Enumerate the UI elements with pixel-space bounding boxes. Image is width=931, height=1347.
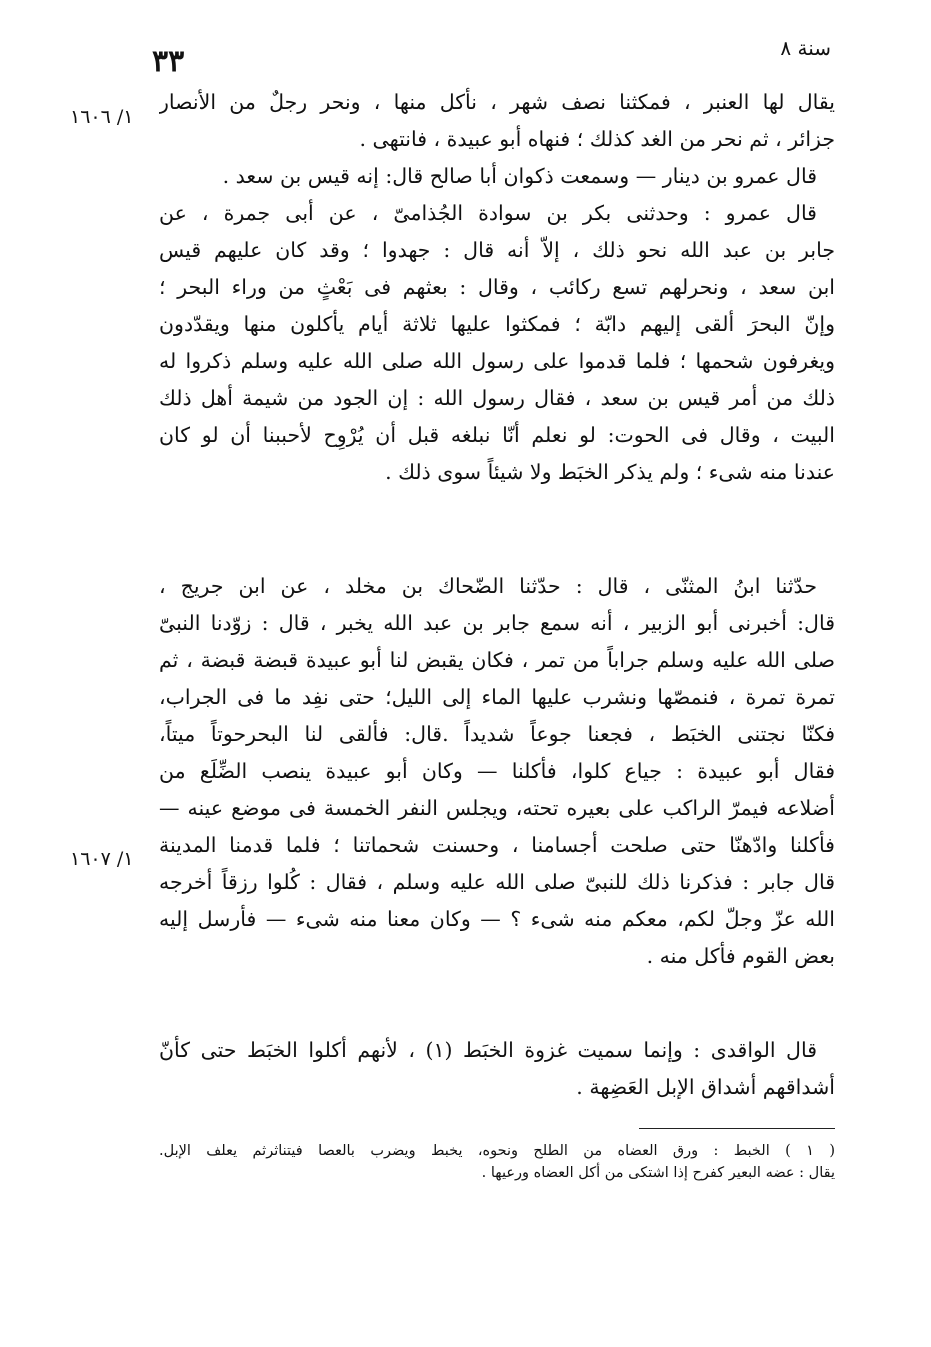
- paragraph-block: [159, 568, 835, 975]
- footnote-line: يقال : عضه البعير كفرح إذا اشتكى من أكل العضاه ورعيها .: [481, 1165, 835, 1181]
- text-line: حدّثنا ابنُ المثنّى ، قال : حدّثنا الضّحاك بن مخلد ، عن ابن جريج ،: [159, 574, 817, 598]
- text-line: ذلك من أمر قيس بن سعد ، فقال رسول الله : إن الجود من شيمة أهل ذلك: [159, 386, 835, 410]
- text-line: ويغرفون شحمها ؛ فلما قدموا على رسول الله صلى الله عليه وسلم ذكروا له: [159, 349, 835, 373]
- text-line: قال جابر : فذكرنا ذلك للنبىّ صلى الله عليه وسلم ، فقال : كُلوا رزقاً أخرجه: [159, 870, 835, 894]
- text-line: فكنّا نجتنى الخبَط ، فجعنا جوعاً شديداً .قال: فألقى لنا البحرحوتاً ميتاً،: [159, 722, 835, 746]
- text-line: أضلاعه فيمرّ الراكب على بعيره تحته، ويجلس النفر الخمسة فى موضع عينه —: [159, 796, 835, 820]
- text-line: ابن سعد ، ونحرلهم تسع ركائب ، وقال : بعثهم فى بَعْثٍ من وراء البحر ؛: [159, 275, 835, 299]
- text-line: فأكلنا وادّهنّا حتى صلحت أجسامنا ، وحسنت شحماتنا ؛ فلما قدمنا المدينة: [159, 833, 835, 857]
- text-line: عندنا منه شىء ؛ ولم يذكر الخبَط ولا شيئاً سوى ذلك .: [385, 460, 835, 484]
- text-line: قال الواقدى : وإنما سميت غزوة الخبَط (١) ، لأنهم أكلوا الخبَط حتى كأنّ: [159, 1038, 817, 1062]
- text-line: فقال أبو عبيدة : جياع كلوا، فأكلنا — وكان أبو عبيدة ينصب الضِّلَع من: [159, 759, 835, 783]
- text-line: قال عمرو : وحدثنى بكر بن سوادة الجُذامىّ ، عن أبى جمرة ، عن: [159, 201, 817, 225]
- footnote-divider: [639, 1128, 835, 1129]
- paragraph-block: [159, 1032, 835, 1106]
- margin-reference: ١/ ١٦٠٦: [70, 106, 134, 128]
- text-line: بعض القوم فأكل منه .: [646, 944, 835, 968]
- text-line: تمرة تمرة ، فنمصّها ونشرب عليها الماء إلى الليل؛ حتى نفِد ما فى الجراب،: [159, 685, 835, 709]
- text-line: وإنّ البحرَ ألقى إليهم دابّة ؛ فمكثوا عليها ثلاثة أيام يأكلون منها ويقدّدون: [159, 312, 835, 336]
- header-year: سنة ٨: [780, 36, 831, 60]
- text-line: جزائر ، ثم نحر من الغد كذلك ؛ فنهاه أبو عبيدة ، فانتهى .: [359, 127, 835, 151]
- text-line: يقال لها العنبر ، فمكثنا نصف شهر ، نأكل منها ، ونحر رجلٌ من الأنصار: [159, 90, 835, 114]
- margin-reference: ١/ ١٦٠٧: [70, 848, 134, 870]
- text-line: البيت ، وقال فى الحوت: لو نعلم أنّا نبلغه قبل أن يُرْوِح لأحببنا أن لو كان: [159, 423, 835, 447]
- text-line: جابر بن عبد الله نحو ذلك ، إلاّ أنه قال : جهدوا ؛ وقد كان عليهم قيس: [159, 238, 835, 262]
- page-number: ٣٣: [152, 44, 185, 79]
- text-line: أشداقهم أشداق الإبل العَضِهة .: [576, 1075, 835, 1099]
- paragraph-block: [159, 84, 835, 491]
- text-line: صلى الله عليه وسلم جراباً من تمر ، فكان يقبض لنا أبو عبيدة قبضة قبضة ، ثم: [159, 648, 835, 672]
- text-line: الله عزّ وجلّ لكم، معكم منه شىء ؟ — وكان معنا منه شىء — فأرسل إليه: [159, 907, 835, 931]
- text-line: قال عمرو بن دينار — وسمعت ذكوان أبا صالح قال: إنه قيس بن سعد .: [222, 164, 817, 188]
- text-line: قال: أخبرنى أبو الزبير ، أنه سمع جابر بن عبد الله يخبر ، قال : زوّدنا النبىّ: [159, 611, 835, 635]
- footnote-line: ( ١ ) الخبط : ورق العضاه من الطلح ونحوه، يخبط ويضرب بالعصا فيتناثرثم يعلف الإبل.: [159, 1143, 835, 1159]
- footnotes: [159, 1140, 835, 1184]
